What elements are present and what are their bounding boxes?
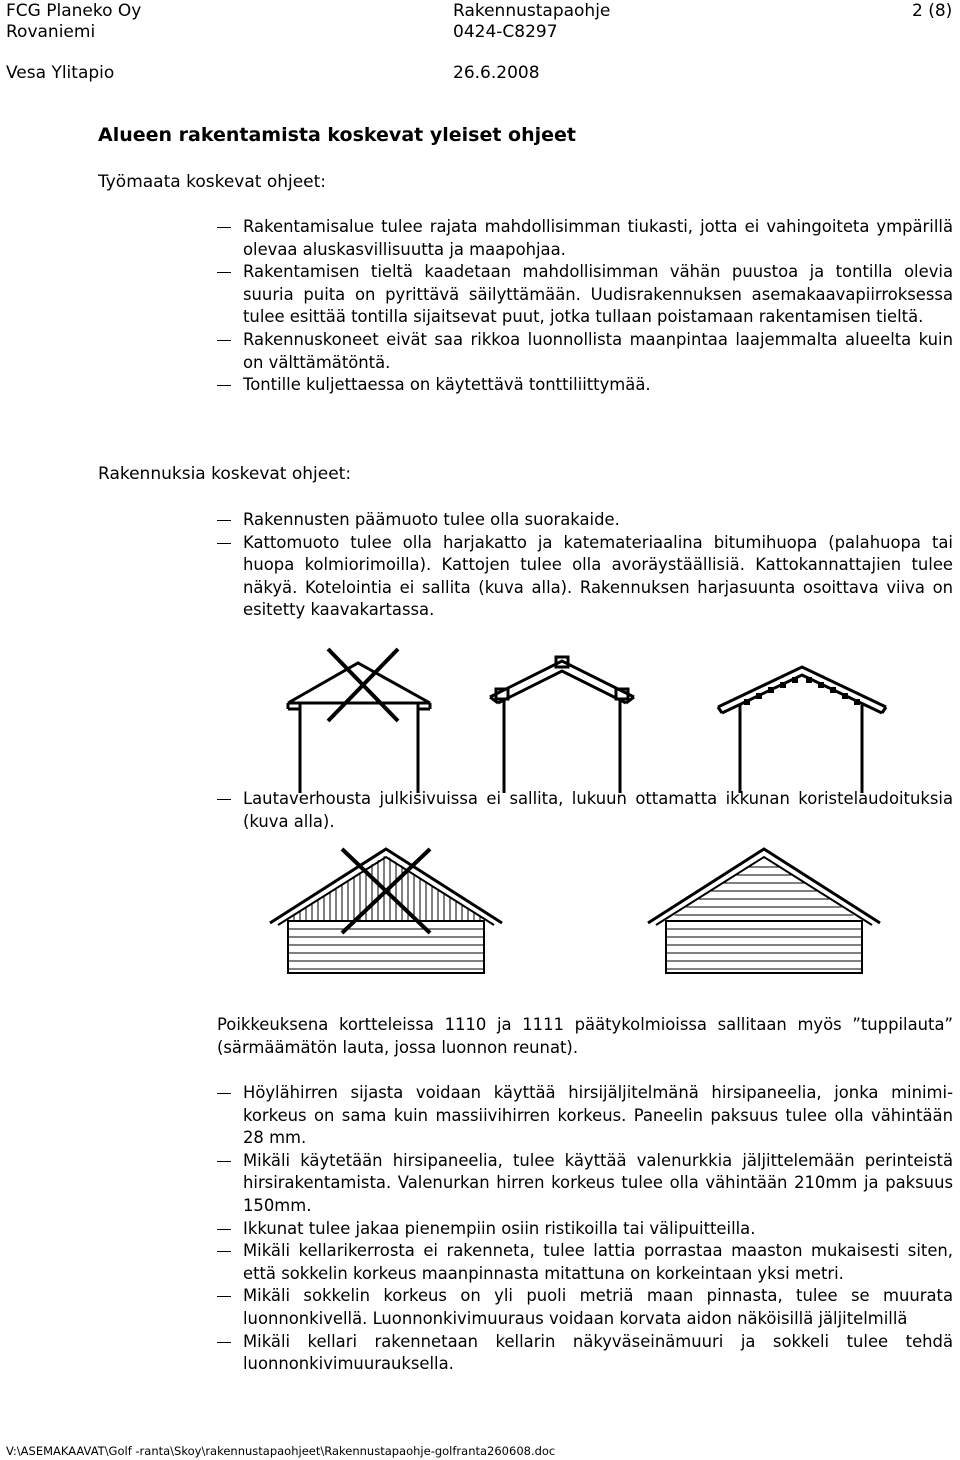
simple-gable-building-drawing [490,657,634,793]
list-item: Mikäli kellari rakennetaan kellarin näkyväseinämuuri ja sokkeli tulee tehdä luonnonkivimuurauksella. [0,1331,960,1376]
list-item: Kattomuoto tulee olla harjakatto ja katemateriaalina bitumihuopa (palahuopa tai huopa kolmiorimoilla). Kattojen tulee olla avoräystäällisiä. Kattokannattajien tulee näkyä. Kotelointia ei sallita (kuva alla). Rakennuksen harjasuunta osoittava viiva on esitetty kaavakartassa. [0,532,960,622]
facade-instructions-list [0,788,960,833]
roof-types-illustration [270,645,900,795]
list-item: Tontille kuljettaessa on käytettävä tonttiliittymää. [0,374,960,397]
list-item: Rakentamisen tieltä kaadetaan mahdollisimman vähän puustoa ja tontilla olevia suuria puita on pyrittävä säilyttämään. Uudisrakennuksen asemakaavapiirroksessa tulee esittää tontilla sijaitsevat puut, jotka tullaan poistamaan rakentamisen tieltä. [0,261,960,329]
list-item: Mikäli kellarikerrosta ei rakenneta, tulee lattia porrastaa maaston mukaisesti siten, että sokkelin korkeus maanpinnasta mitattuna on korkeintaan yksi metri. [0,1240,960,1285]
list-item: Rakennuskoneet eivät saa rikkoa luonnollista maanpintaa laajemmalta alueelta kuin on välttämätöntä. [0,329,960,374]
header-author: Vesa Ylitapio [6,63,115,83]
header-city: Rovaniemi [6,22,96,42]
section-heading-worksite: Työmaata koskevat ohjeet: [98,172,327,192]
header-company: FCG Planeko Oy [6,1,142,21]
log-cladding-building-drawing [648,849,880,973]
list-item: Rakennusten päämuoto tulee olla suorakaide. [0,509,960,532]
facade-cladding-illustration [268,845,898,977]
list-item: Mikäli käytetään hirsipaneelia, tulee käyttää valenurkkia jäljittelemään perinteistä hirsirakentamista. Valenurkan hirren korkeus tulee olla vähintään 210mm ja paksuus 150mm. [0,1150,960,1218]
board-cladding-building-drawing [270,849,502,973]
boxed-eaves-building-drawing [288,649,430,793]
open-eaves-building-drawing [718,667,886,793]
log-and-foundation-instructions-list [0,1082,960,1376]
header-page-number: 2 (8) [912,1,953,21]
section-heading-buildings: Rakennuksia koskevat ohjeet: [98,464,352,484]
list-item: Höylähirren sijasta voidaan käyttää hirsijäljitelmänä hirsipaneelia, jonka minimi-korkeus on sama kuin massiivihirren korkeus. Paneelin paksuus tulee olla vähintään 28 mm. [0,1082,960,1150]
building-instructions-list [0,509,960,622]
header-doc-type: Rakennustapaohje [453,1,611,21]
exception-paragraph: Poikkeuksena kortteleissa 1110 ja 1111 päätykolmioissa sallitaan myös ”tuppilauta” (särmäämätön lauta, jossa luonnon reunat). [217,1015,953,1057]
header-date: 26.6.2008 [453,63,540,83]
list-item: Rakentamisalue tulee rajata mahdollisimman tiukasti, jotta ei vahingoiteta ympärillä olevaa aluskasvillisuutta ja maapohjaa. [0,216,960,261]
worksite-instructions-list [0,216,960,397]
header-doc-number: 0424-C8297 [453,22,558,42]
list-item: Mikäli sokkelin korkeus on yli puoli metriä maan pinnasta, tulee se muurata luonnonkivellä. Luonnonkivimuuraus voidaan korvata aidon näköisillä jäljitelmillä [0,1285,960,1330]
page-title: Alueen rakentamista koskevat yleiset ohjeet [98,124,576,146]
footer-file-path: V:\ASEMAKAAVAT\Golf -ranta\Skoy\rakennustapaohjeet\Rakennustapaohje-golfranta260608.doc [6,1444,556,1458]
list-item: Ikkunat tulee jakaa pienempiin osiin ristikoilla tai välipuitteilla. [0,1218,960,1241]
list-item: Lautaverhousta julkisivuissa ei sallita, lukuun ottamatta ikkunan koristelaudoituksia (kuva alla). [0,788,960,833]
